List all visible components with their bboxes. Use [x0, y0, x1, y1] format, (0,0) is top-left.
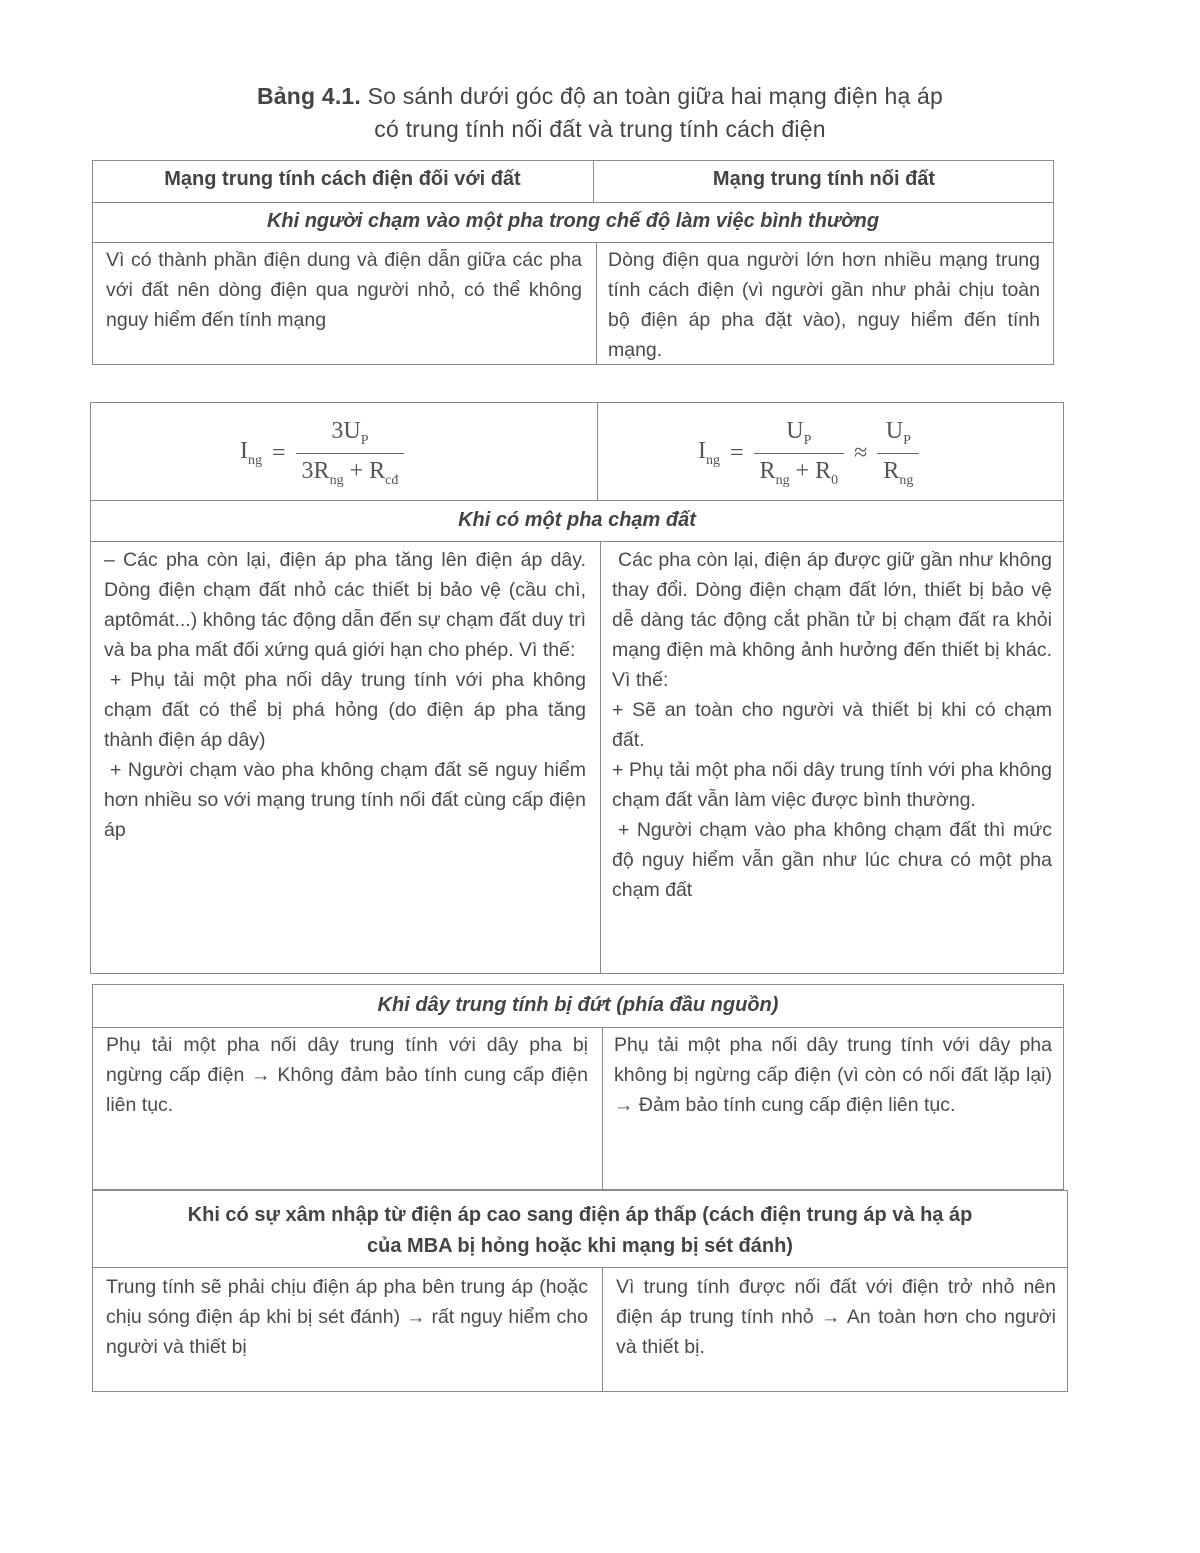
section-4-right-cell: Vì trung tính được nối đất với điện trở nhỏ nên điện áp trung tính nhỏ → An toàn hơn cho người và thiết bị. — [616, 1276, 1056, 1358]
col-header-left: Mạng trung tính cách điện đối với đất — [164, 168, 521, 190]
formula-left: $I_{ng}$ = $\frac{3U_P}{3R_{ng} + R_{cđ}}$ — [240, 410, 404, 496]
section-2-right-cell: Các pha còn lại, điện áp được giữ gần như không thay đổi. Dòng điện chạm đất lớn, thiết bị bảo vệ dễ dàng tác động cắt phần tử bị chạm đất ra khỏi mạng điện mà không ảnh hưởng đến thiết bị khác. Vì thế: + Sẽ an toàn cho người và thiết bị khi có chạm đất. + Phụ tải một pha nối dây trung tính với pha không chạm đất vẫn làm việc được bình thường. + Người chạm vào pha không chạm đất thì mức độ nguy hiểm vẫn gần như lúc chưa có một pha chạm đất — [612, 549, 1052, 901]
section-3-right-cell: Phụ tải một pha nối dây trung tính với dây pha không bị ngừng cấp điện (vì còn có nối đất lặp lại) → Đảm bảo tính cung cấp điện liên tục. — [614, 1034, 1052, 1116]
section-2-left-cell: – Các pha còn lại, điện áp pha tăng lên điện áp dây. Dòng điện chạm đất nhỏ các thiết bị bảo vệ (cầu chì, aptômát...) không tác động dẫn đến sự chạm đất duy trì và ba pha mất đối xứng quá giới hạn cho phép. Vì thế: + Phụ tải một pha nối dây trung tính với pha không chạm đất có thể bị phá hỏng (do điện áp pha tăng thành điện áp dây) + Người chạm vào pha không chạm đất sẽ nguy hiểm hơn nhiều so với mạng trung tính nối đất cùng cấp điện áp — [104, 549, 586, 841]
caption-label: Bảng 4.1. — [256, 83, 361, 109]
section-2-title: Khi có một pha chạm đất — [458, 509, 696, 531]
section-3-left-cell: Phụ tải một pha nối dây trung tính với dây pha bị ngừng cấp điện → Không đảm bảo tính cung cấp điện liên tục. — [106, 1034, 588, 1116]
caption-line2: có trung tính nối đất và trung tính cách điện — [374, 116, 826, 142]
formula-left-fraction: $\frac{3U_P}{3R_{ng} + R_{cđ}}$ — [296, 418, 405, 489]
formula-right-fraction-2: $\frac{U_P}{R_{ng}}$ — [877, 418, 919, 489]
section-4-title: Khi có sự xâm nhập từ điện áp cao sang điện áp thấp (cách điện trung áp và hạ áp của MBA bị hỏng hoặc khi mạng bị sét đánh) — [187, 1204, 973, 1257]
col-header-right: Mạng trung tính nối đất — [712, 168, 936, 190]
table-caption — [90, 80, 1110, 146]
formula-right: $I_{ng}$ = $\frac{U_P}{R_{ng} + R_0}$ ≈ $\frac{U_P}{R_{ng}}$ — [698, 410, 919, 496]
section-1-left-cell: Vì có thành phần điện dung và điện dẫn giữa các pha với đất nên dòng điện qua người nhỏ, có thể không nguy hiểm đến tính mạng — [106, 249, 582, 331]
section-1-title: Khi người chạm vào một pha trong chế độ làm việc bình thường — [266, 210, 880, 232]
section-1-right-cell: Dòng điện qua người lớn hơn nhiều mạng trung tính cách điện (vì người gần như phải chịu toàn bộ điện áp pha đặt vào), nguy hiểm đến tính mạng. — [608, 249, 1040, 361]
caption-line1: So sánh dưới góc độ an toàn giữa hai mạng điện hạ áp — [361, 83, 944, 109]
section-4-left-cell: Trung tính sẽ phải chịu điện áp pha bên trung áp (hoặc chịu sóng điện áp khi bị sét đánh) → rất nguy hiểm cho người và thiết bị — [106, 1276, 588, 1358]
section-3-title: Khi dây trung tính bị đứt (phía đầu nguồn) — [377, 994, 779, 1016]
formula-right-fraction-1: $\frac{U_P}{R_{ng} + R_0}$ — [754, 418, 845, 489]
